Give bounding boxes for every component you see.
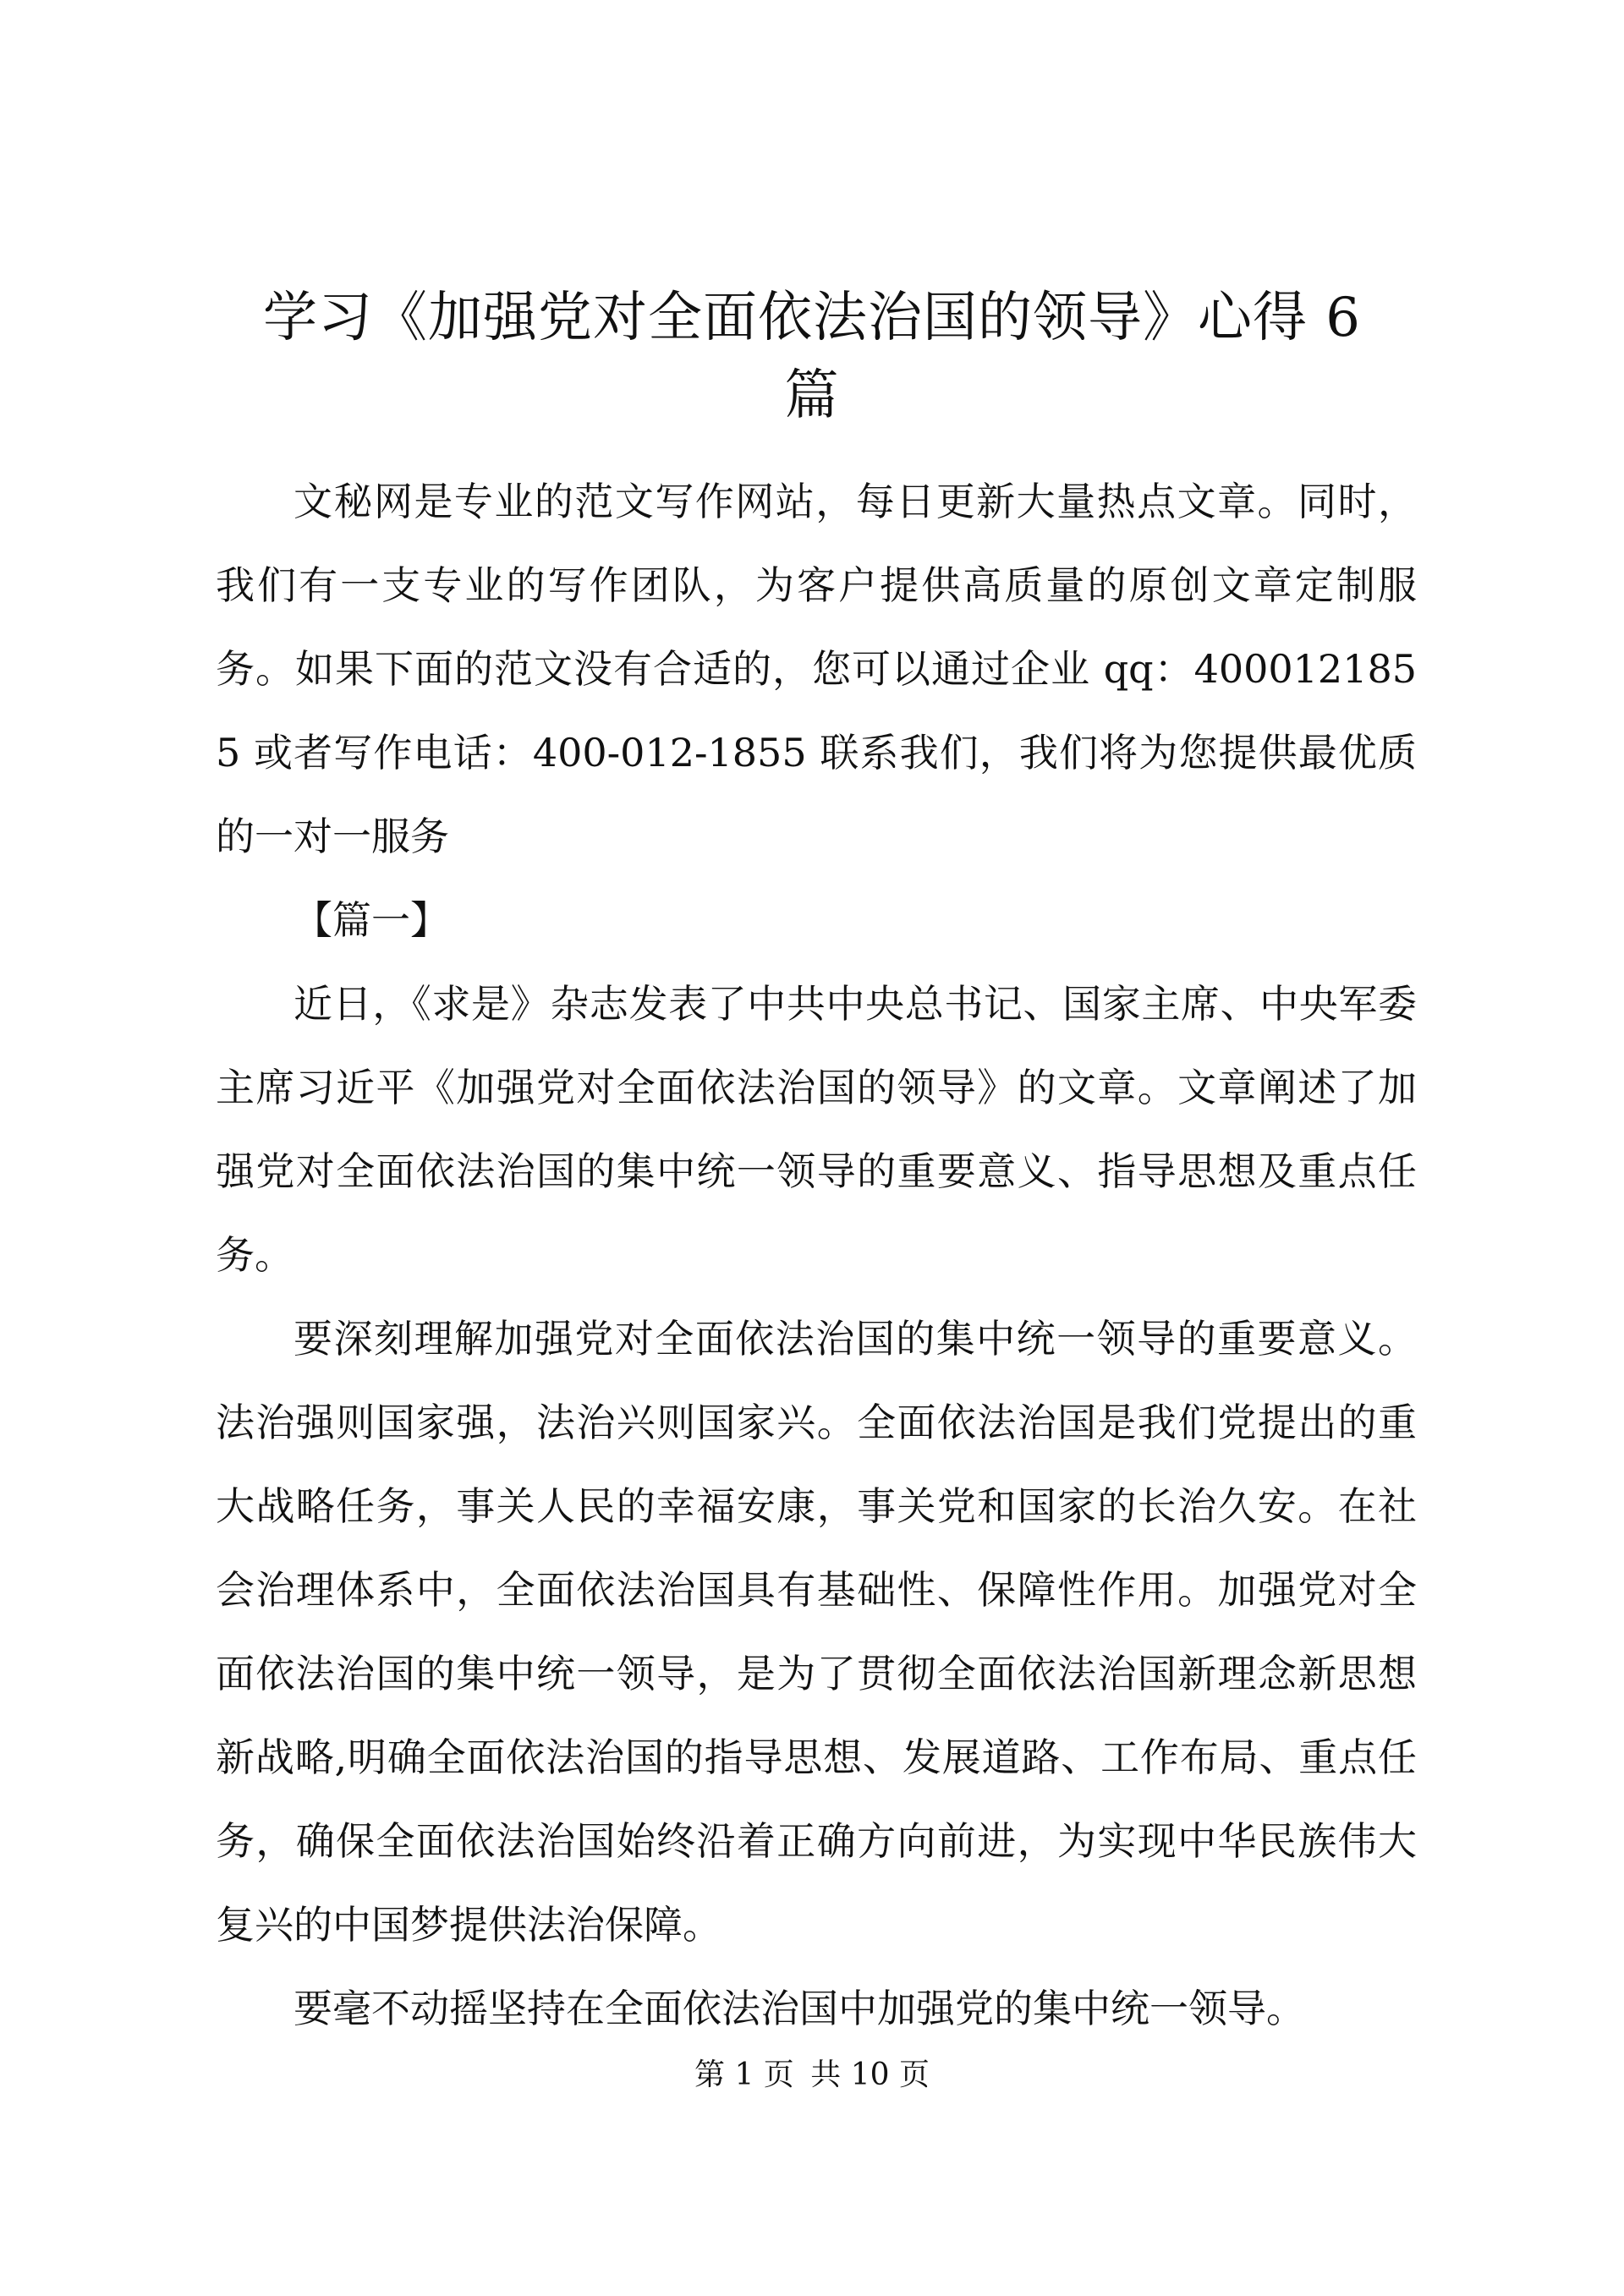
body-paragraph: 近日，《求是》杂志发表了中共中央总书记、国家主席、中央军委主席习近平《加强党对全面依法治国的领导》的文章。文章阐述了加强党对全面依法治国的集中统一领导的重要意义、指导思想及重点任务。 [216,981,1417,1278]
page-total: 共 10 页 [810,2058,930,2092]
section-heading: 【篇一】 [294,897,449,943]
page-number: 第 1 页 [694,2058,794,2092]
title-line-2: 篇 [784,364,840,427]
title-line-1: 学习《加强党对全面依法治国的领导》心得 6 [262,287,1362,349]
body-paragraph: 要毫不动摇坚持在全面依法治国中加强党的集中统一领导。 [294,1986,1305,2031]
document-title [195,279,1429,435]
document-body [216,460,1417,2051]
intro-paragraph: 文秘网是专业的范文写作网站，每日更新大量热点文章。同时，我们有一支专业的写作团队，为客户提供高质量的原创文章定制服务。如果下面的范文没有合适的，您可以通过企业 qq：4000121855 或者写作电话：400-012-1855 联系我们，我们将为您提供最优质的一对一服务 [216,479,1417,859]
body-paragraph: 要深刻理解加强党对全面依法治国的集中统一领导的重要意义。法治强则国家强，法治兴则国家兴。全面依法治国是我们党提出的重大战略任务，事关人民的幸福安康，事关党和国家的长治久安。在社会治理体系中，全面依法治国具有基础性、保障性作用。加强党对全面依法治国的集中统一领导，是为了贯彻全面依法治国新理念新思想新战略,明确全面依法治国的指导思想、发展道路、工作布局、重点任务，确保全面依法治国始终沿着正确方向前进，为实现中华民族伟大复兴的中国梦提供法治保障。 [216,1316,1417,1948]
page-footer [0,2057,1624,2094]
